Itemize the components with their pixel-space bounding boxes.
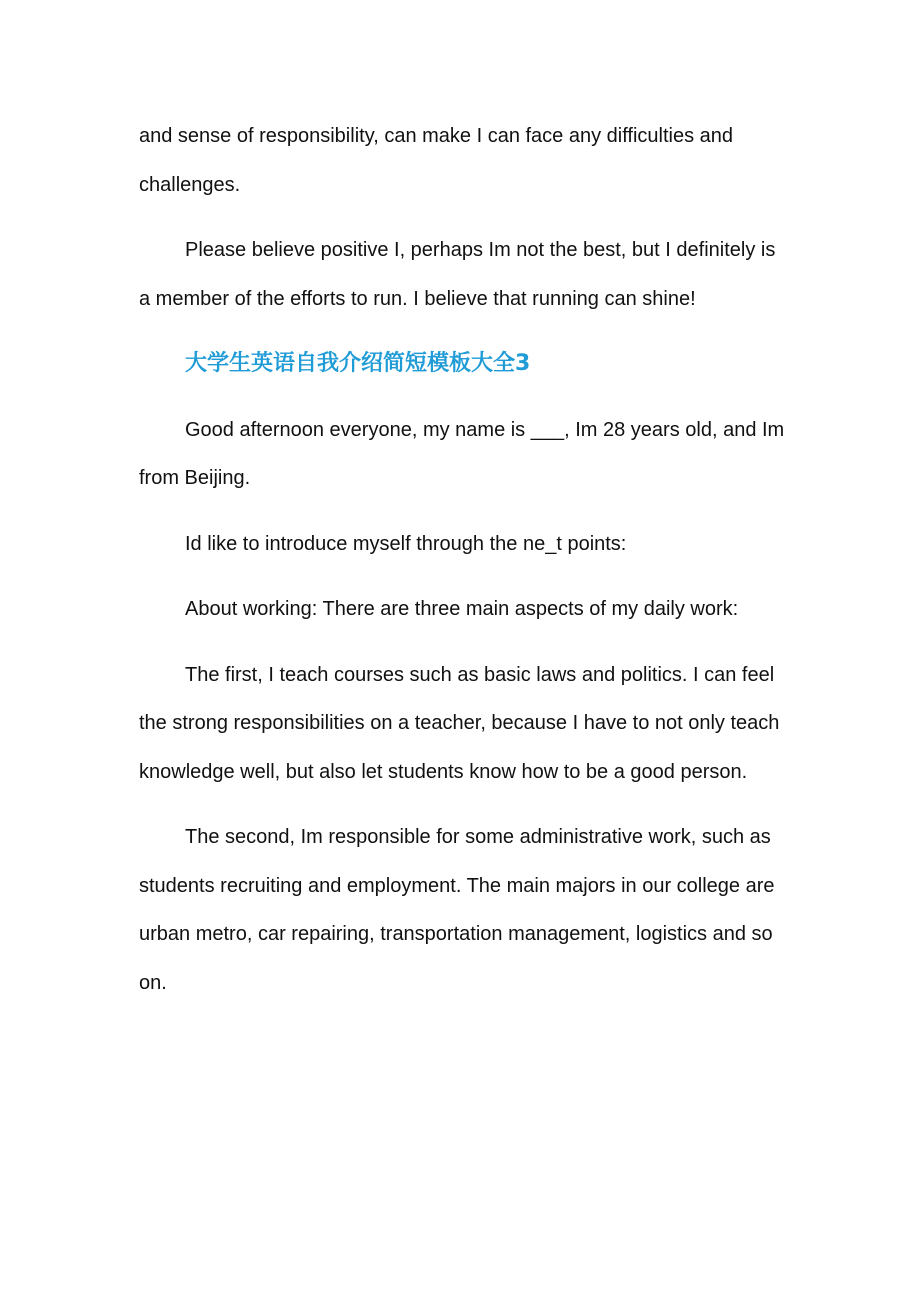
paragraph-about-working: About working: There are three main aspects of my daily work: — [185, 598, 739, 620]
paragraph-first: The first, I teach courses such as basic laws and politics. I can feel the strong responsibilities on a teacher, because I have to not only teach knowledge well, but also let students know how to be a good person. — [139, 663, 780, 783]
paragraph-second: The second, Im responsible for some administrative work, such as students recruiting and employment. The main majors in our college are urban metro, car repairing, transportation management, logistics and so on. — [139, 826, 775, 994]
section-heading: 大学生英语自我介绍简短模板大全3 — [185, 351, 531, 376]
paragraph-greeting: Good afternoon everyone, my name is ___, Im 28 years old, and Im from Beijing. — [139, 418, 785, 489]
paragraph-continuation: and sense of responsibility, can make I can face any difficulties and challenges. — [139, 125, 734, 196]
paragraph-believe: Please believe positive I, perhaps Im not the best, but I definitely is a member of the efforts to run. I believe that running can shine! — [139, 239, 776, 310]
paragraph-intro-points: Id like to introduce myself through the ne_t points: — [185, 532, 627, 555]
document-page — [139, 112, 787, 1024]
